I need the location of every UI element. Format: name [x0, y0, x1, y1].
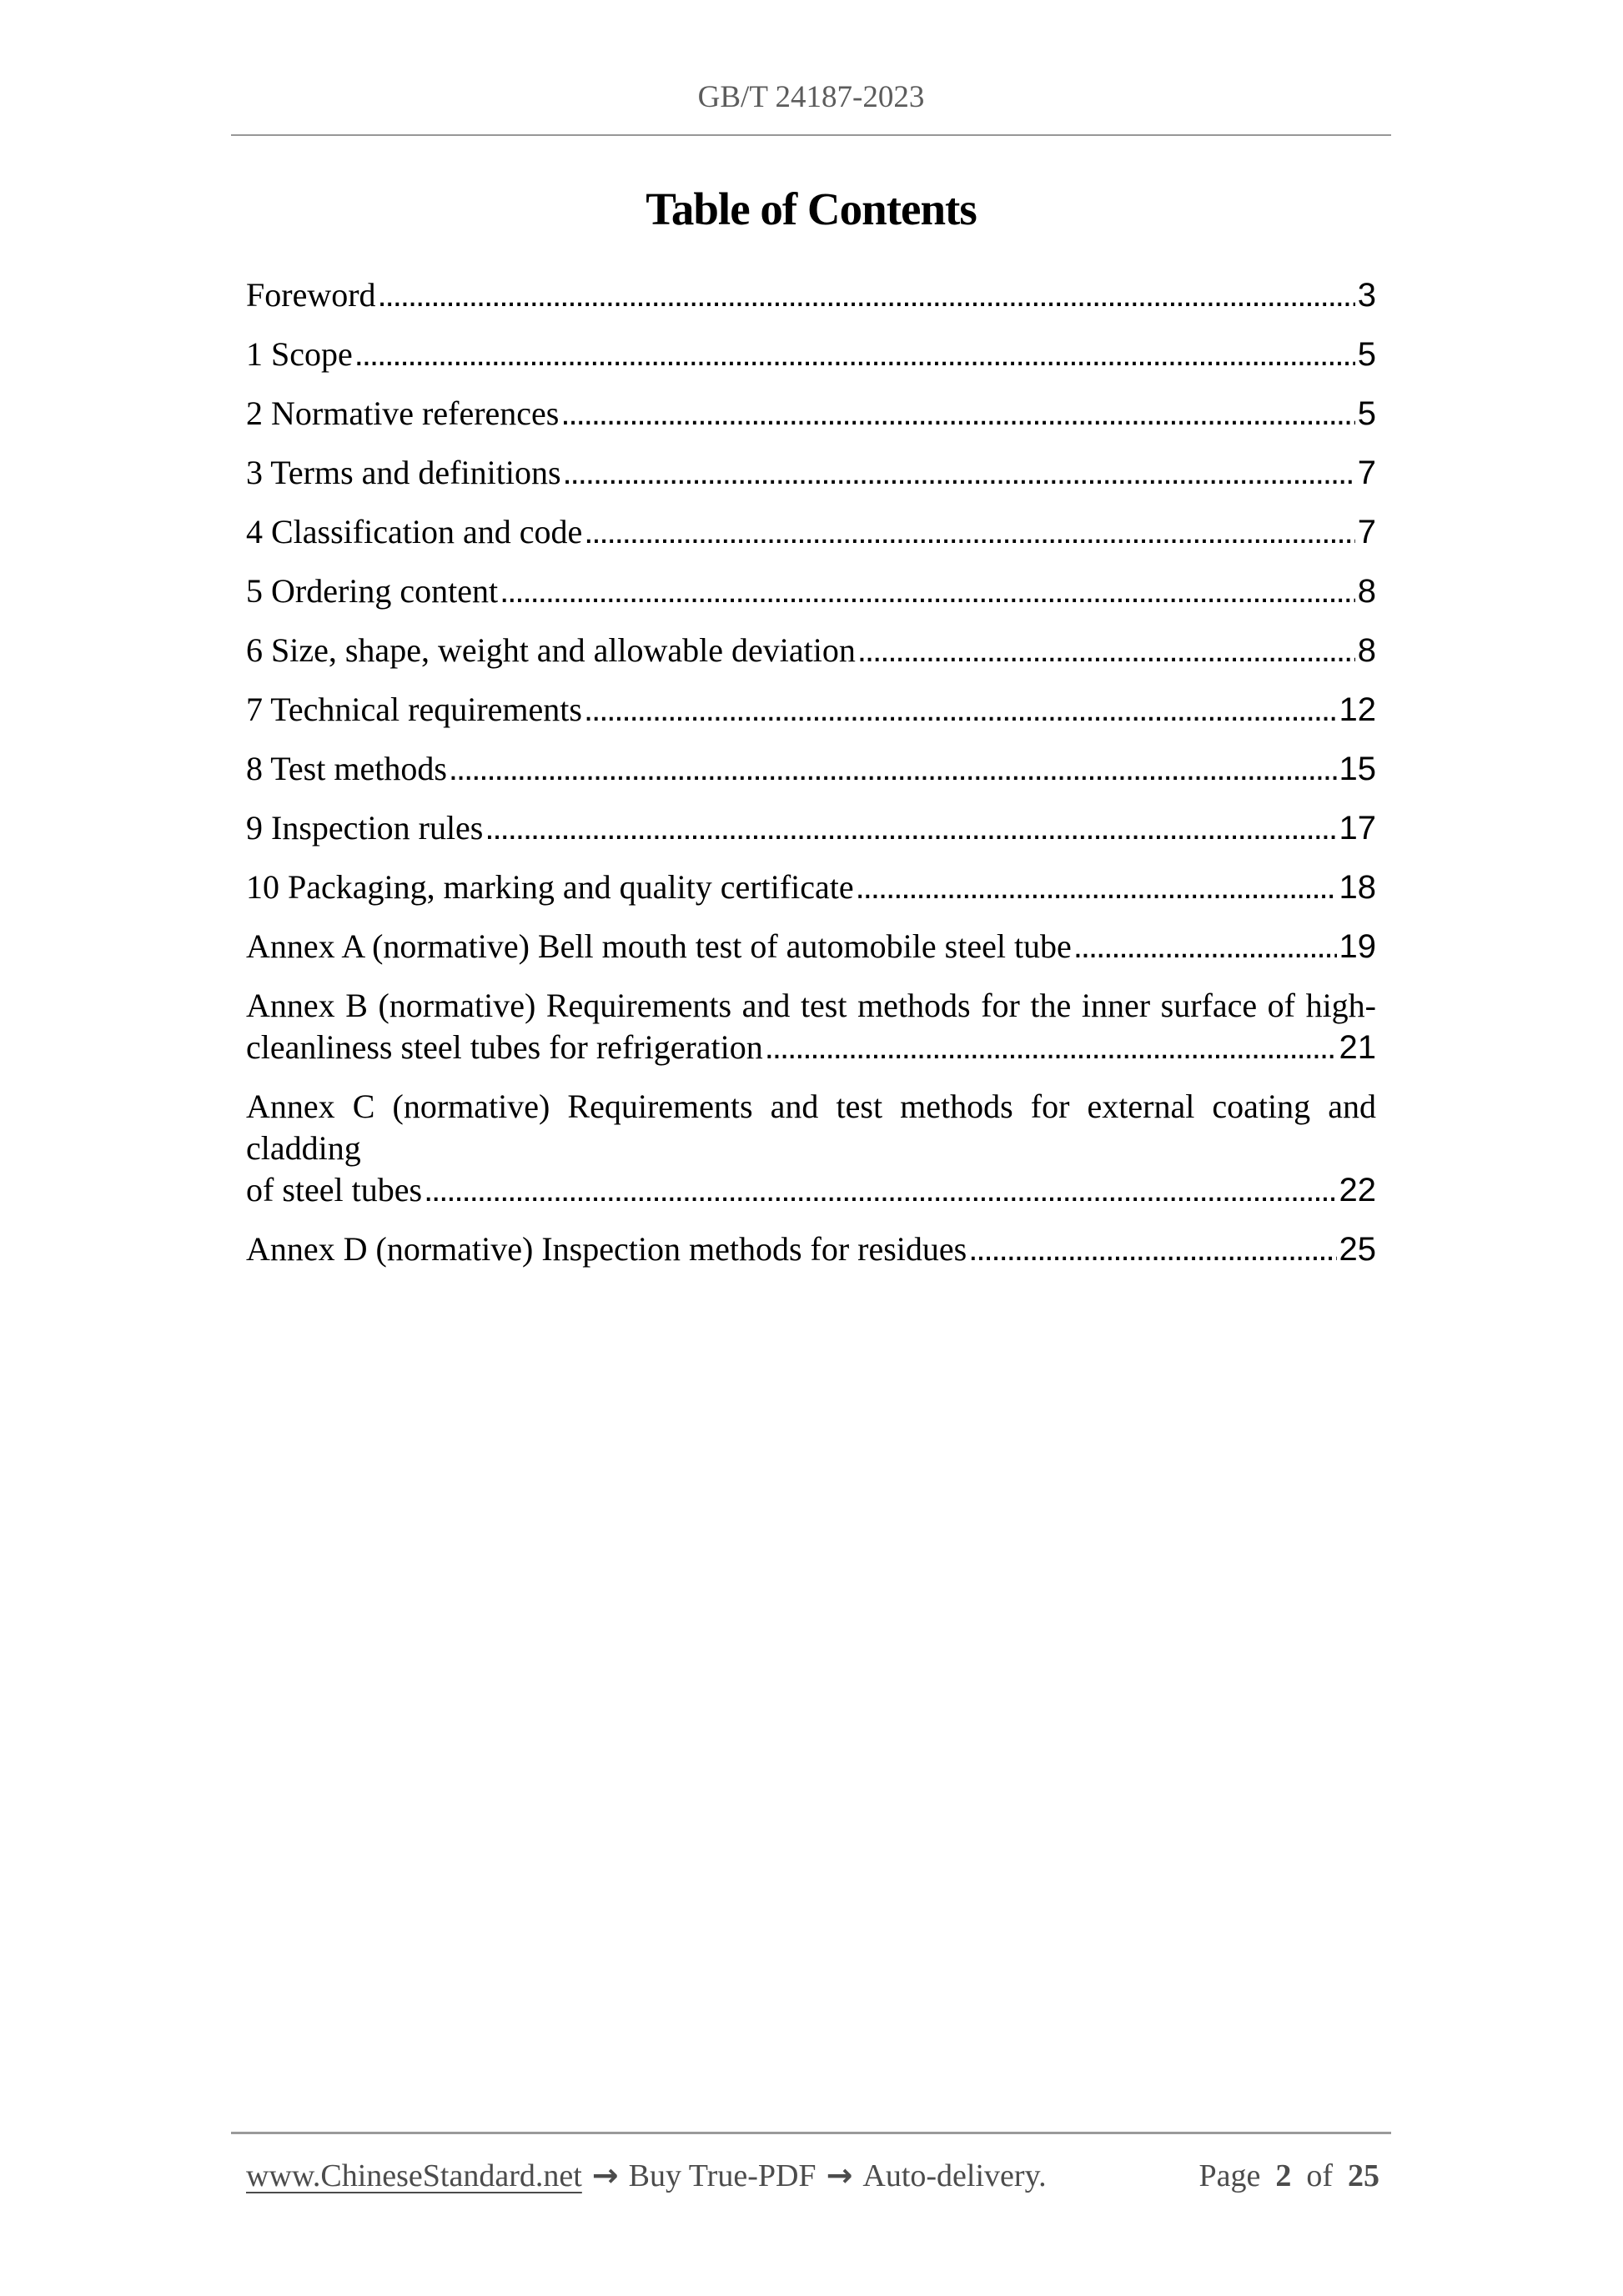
toc-page-number: 25: [1339, 1231, 1376, 1268]
toc-entry: [246, 926, 1376, 967]
toc-entry: [246, 748, 1376, 790]
dot-leader: [968, 1228, 1336, 1270]
toc-entry-text-wrap: Annex C (normative) Requirements and test methods for external coating and cladding: [246, 1088, 1376, 1167]
toc-entry: [246, 274, 1376, 316]
toc-page-number: 22: [1339, 1172, 1376, 1208]
toc-entry: [246, 511, 1376, 553]
toc-entry: [246, 334, 1376, 375]
page-current: 2: [1275, 2158, 1292, 2193]
dot-leader: [485, 807, 1336, 849]
toc-entry-label: 7 Technical requirements: [246, 691, 582, 728]
toc-page-number: 5: [1357, 395, 1376, 432]
toc-entry-label: 2 Normative references: [246, 394, 560, 432]
toc-entry-label: 4 Classification and code: [246, 513, 583, 550]
dot-leader: [857, 630, 1355, 671]
toc-page-number: 7: [1357, 514, 1376, 550]
toc-entry-label: 8 Test methods: [246, 750, 447, 787]
toc-page-number: 18: [1339, 869, 1376, 906]
toc-entry: [246, 985, 1376, 1068]
toc-entry-label: 3 Terms and definitions: [246, 454, 561, 491]
toc-entry: [246, 1086, 1376, 1211]
header-rule: [231, 134, 1391, 136]
toc-page-number: 21: [1339, 1029, 1376, 1066]
website-link[interactable]: www.ChineseStandard.net: [246, 2158, 582, 2193]
arrow-icon: →: [826, 2157, 853, 2193]
footer-action-buy: Buy True-PDF: [628, 2158, 817, 2193]
toc-entry: [246, 867, 1376, 908]
footer-action-delivery: Auto-delivery.: [862, 2158, 1047, 2193]
footer-promo: [246, 2156, 1047, 2195]
arrow-icon: →: [591, 2157, 619, 2193]
toc-page-number: 3: [1357, 277, 1376, 314]
toc-page-number: 7: [1357, 455, 1376, 491]
dot-leader: [1073, 926, 1337, 967]
toc-page-number: 5: [1357, 336, 1376, 373]
toc-entry-label: Annex D (normative) Inspection methods for residues: [246, 1230, 967, 1268]
toc-page-number: 17: [1339, 810, 1376, 847]
dot-leader: [449, 748, 1337, 790]
toc-page-number: 8: [1357, 573, 1376, 610]
toc-page-number: 15: [1339, 751, 1376, 787]
dot-leader: [856, 867, 1337, 908]
page-content: [246, 0, 1376, 1288]
page-indicator-label: Page: [1198, 2158, 1261, 2193]
toc-entry: [246, 807, 1376, 849]
toc-entry: [246, 630, 1376, 671]
toc-entry-label: of steel tubes: [246, 1171, 423, 1208]
page-indicator: [1198, 2157, 1379, 2195]
dot-leader: [584, 511, 1355, 553]
toc-entry-label: 9 Inspection rules: [246, 809, 484, 847]
toc-entry: [246, 393, 1376, 435]
toc-entry-label: cleanliness steel tubes for refrigeration: [246, 1028, 763, 1066]
dot-leader: [424, 1169, 1336, 1211]
page-footer: [231, 2132, 1391, 2195]
dot-leader: [560, 393, 1354, 435]
toc-entry-label: Annex A (normative) Bell mouth test of automobile steel tube: [246, 927, 1072, 965]
toc-page-number: 12: [1339, 691, 1376, 728]
toc-entry-label: 6 Size, shape, weight and allowable deviation: [246, 631, 856, 669]
toc-list: [246, 274, 1376, 1270]
toc-entry: [246, 452, 1376, 494]
footer-row: [231, 2134, 1391, 2195]
toc-entry-label: Foreword: [246, 276, 376, 314]
toc-entry-label: 1 Scope: [246, 335, 353, 373]
dot-leader: [563, 452, 1355, 494]
toc-entry-text-wrap: Annex B (normative) Requirements and test methods for the inner surface of high-: [246, 987, 1376, 1024]
dot-leader: [765, 1027, 1337, 1068]
toc-entry: [246, 570, 1376, 612]
toc-entry-label: 10 Packaging, marking and quality certificate: [246, 868, 854, 906]
dot-leader: [378, 274, 1355, 316]
toc-page-number: 19: [1339, 928, 1376, 965]
toc-entry: [246, 1228, 1376, 1270]
dot-leader: [354, 334, 1355, 375]
dot-leader: [500, 570, 1355, 612]
page-total: 25: [1348, 2158, 1379, 2193]
page-indicator-of: of: [1306, 2158, 1333, 2193]
page-title: Table of Contents: [646, 183, 977, 234]
toc-page-number: 8: [1357, 632, 1376, 669]
dot-leader: [584, 689, 1337, 731]
toc-entry: [246, 689, 1376, 731]
doc-number: GB/T 24187-2023: [697, 80, 925, 114]
toc-entry-label: 5 Ordering content: [246, 572, 499, 610]
